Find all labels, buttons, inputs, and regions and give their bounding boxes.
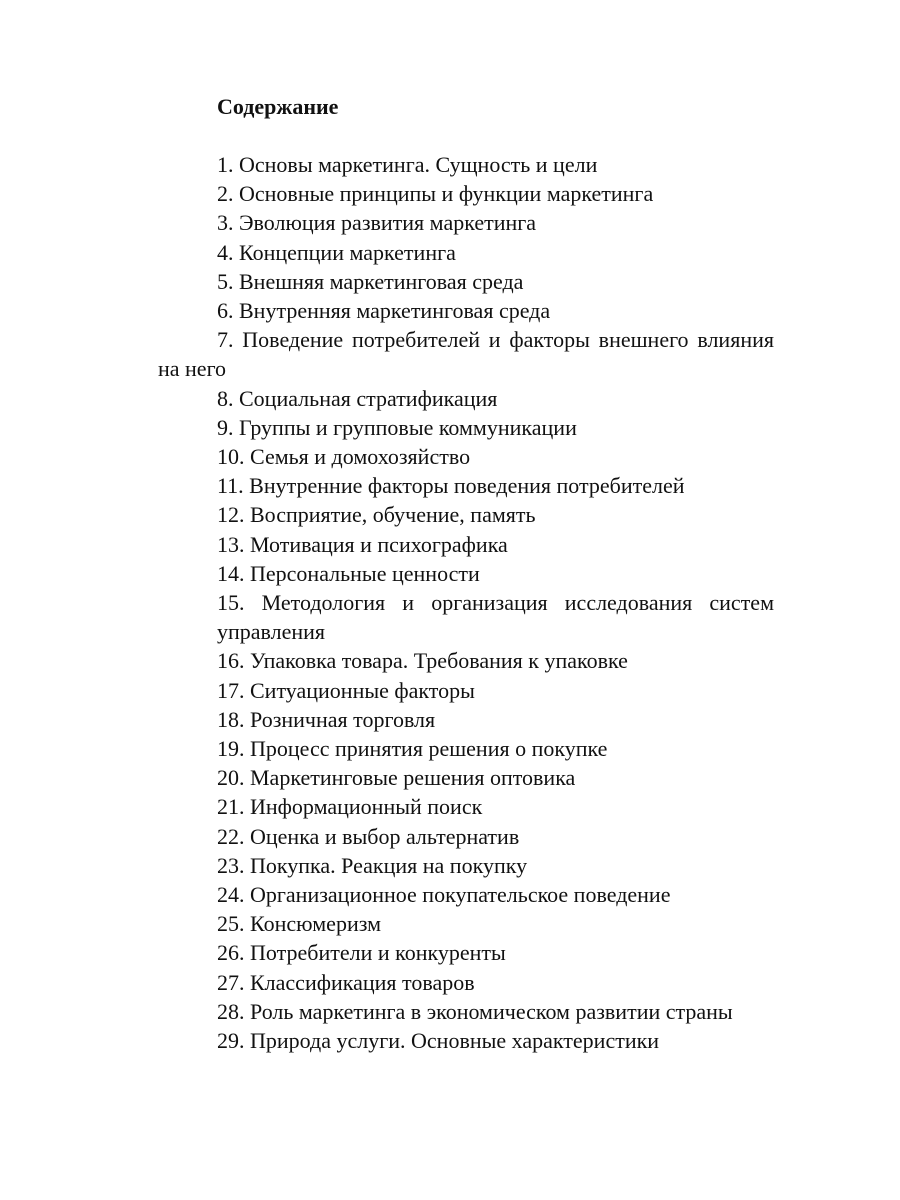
toc-item: 1. Основы маркетинга. Сущность и цели <box>217 152 598 177</box>
toc-item: 29. Природа услуги. Основные характеристики <box>217 1028 660 1054</box>
toc-item: 20. Маркетинговые решения оптовика <box>217 765 576 791</box>
page-title: Содержание <box>217 94 339 119</box>
toc-item: 17. Ситуационные факторы <box>217 677 475 703</box>
toc-item: 10. Семья и домохозяйство <box>217 444 471 470</box>
toc-item: 27. Классификация товаров <box>217 969 475 995</box>
toc-item: 14. Персональные ценности <box>217 560 480 586</box>
toc-item: 9. Группы и групповые коммуникации <box>217 414 577 440</box>
toc-item: 2. Основные принципы и функции маркетинга <box>217 181 654 207</box>
table-of-contents <box>158 150 774 1055</box>
toc-item: 4. Концепции маркетинга <box>217 239 456 265</box>
toc-item: 23. Покупка. Реакция на покупку <box>217 852 528 878</box>
toc-item: 8. Социальная стратификация <box>217 385 498 411</box>
toc-item: 5. Внешняя маркетинговая среда <box>217 268 524 294</box>
toc-item: 28. Роль маркетинга в экономическом развитии страны <box>217 998 733 1024</box>
toc-item: 24. Организационное покупательское поведение <box>217 882 671 908</box>
toc-item: 13. Мотивация и психографика <box>217 531 508 557</box>
toc-item: 15. Методология и организация исследования систем управления <box>217 590 774 645</box>
toc-item: 11. Внутренние факторы поведения потребителей <box>217 473 685 499</box>
toc-item: 26. Потребители и конкуренты <box>217 940 506 966</box>
toc-item: 12. Восприятие, обучение, память <box>217 502 536 528</box>
toc-item: 6. Внутренняя маркетинговая среда <box>217 298 551 324</box>
toc-item: 22. Оценка и выбор альтернатив <box>217 823 520 849</box>
toc-item: 19. Процесс принятия решения о покупке <box>217 736 608 762</box>
toc-item: 16. Упаковка товара. Требования к упаковке <box>217 648 628 674</box>
toc-item: 18. Розничная торговля <box>217 706 436 732</box>
toc-item: 7. Поведение потребителей и факторы внешнего влияния на него <box>158 327 774 382</box>
toc-item: 25. Консюмеризм <box>217 911 382 937</box>
toc-item: 3. Эволюция развития маркетинга <box>217 210 537 236</box>
toc-item: 21. Информационный поиск <box>217 794 483 820</box>
